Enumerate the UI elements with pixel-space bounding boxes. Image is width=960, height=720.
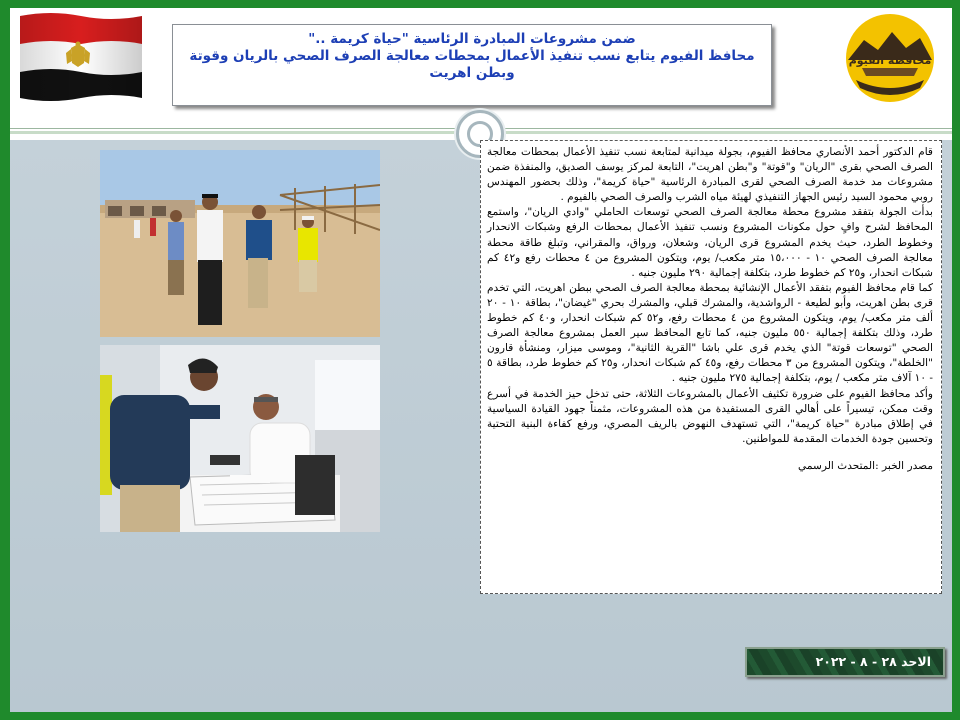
fayoum-governorate-logo-icon [834,10,946,106]
site-visit-photo [100,150,380,337]
article-paragraph-4: وأكد محافظ الفيوم على ضرورة تكثيف الأعمال بالمشروعات الثلاثة، حتى تدخل حيز الخدمة في أسرع وقت ممكن، تيسيراً على أهالي القرى المستفيدة من هذه المشروعات، مثمناً جهود القيادة السياسية في إطلاق مبادرة "حياة كريمة"، التي تستهدف النهوض بالريف المصري، ورفع كفاءة البنية التحتية وتحسين جودة الخدمات المقدمة للمواطنين. [487,387,933,445]
logo-text: محافظة الفيوم [848,54,932,67]
article-source: مصدر الخبر :المتحدث الرسمي [798,459,933,472]
article-body [480,140,942,594]
headline-box [172,24,772,106]
article-paragraph-3: كما قام محافظ الفيوم بتفقد الأعمال الإنشائية بمحطة معالجة الصرف الصحي ببطن اهريت، التي تخدم قرى بطن اهريت، وأبو لطيعة - الرواشدية، والمشرك قبلي، والمشرك بحري "غيضان"، بطاقة ١٠ - ٢٠ ألف متر مكعب/ يوم، ويتكون المشروع من ٤ محطات رفع، و٥٢ كم شبكات انحدار، و٤٠ كم خطوط طرد، وذلك بتكلفة إجمالية ٥٥٠ مليون جنيه، كما تابع المحافظ سير العمل بمشروع معالجة الصرف الصحي "توسعات قوتة" الذي يخدم قرى علي باشا "القرية الثانية"، وموسى ميزار، ومنشأة قارون "الخلطة"، ويتكون المشروع من ٣ محطات رفع، و٤٥ كم شبكات انحدار، و٢٥ كم خطوط طرد، بطاقة ٥ - ١٠ آلاف متر مكعب / يوم، بتكلفة إجمالية ٢٧٥ مليون جنيه . [487,281,933,385]
article-paragraph-1: قام الدكتور أحمد الأنصاري محافظ الفيوم، بجولة ميدانية لمتابعة نسب تنفيذ الأعمال بمحطات معالجة الصرف الصحي بقرى "الريان" و"قوتة" و"بطن اهريت"، التابعة لمركز يوسف الصديق، والمنفذة ضمن مشروعات مد خدمة الصرف الصحي لقرى المبادرة الرئاسية "حياة كريمة"، وذلك بحضور المهندس روبي محمود السيد رئيس الجهاز التنفيذي لهيئة مياه الشرب والصرف الصحي بالفيوم . [487,146,933,204]
article-paragraph-2: بدأت الجولة بتفقد مشروع محطة معالجة الصرف الصحي توسعات الحاملي "وادي الريان"، واستمع المحافظ لشرح وافٍ حول مكونات المشروع ونسب تنفيذ الأعمال بمحطات الرفع وشبكات الانحدار وخطوط الطرد، حيث يخدم المشروع قرى الريان، وشعلان، ورواق، والمقراني، وتبلغ طاقة محطة معالجة الصرف الصحي ١٠ - ١٥،٠٠٠ متر مكعب/ يوم، ويتكون المشروع من ٤ محطات رفع و٤٢ كم شبكات انحدار، و٢٥ كم خطوط طرد، بتكلفة إجمالية ٢٩٠ مليون جنيه . [487,206,933,279]
headline-line1: ضمن مشروعات المبادرة الرئاسية "حياة كريمة .." [308,31,636,47]
date-label: الاحد ٢٨ - ٨ - ٢٠٢٢ [745,647,945,677]
reviewing-plans-photo [100,345,380,532]
headline-line2: محافظ الفيوم يتابع نسب تنفيذ الأعمال بمحطات معالجة الصرف الصحي بالريان وقوتة وبطن اهريت [189,48,755,81]
egypt-flag-icon [16,10,146,102]
